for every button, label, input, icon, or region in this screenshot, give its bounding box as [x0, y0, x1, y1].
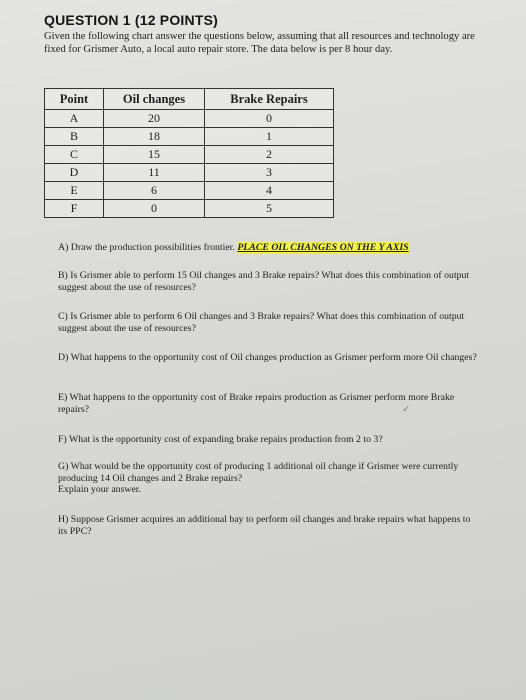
intro-text: Given the following chart answer the questions below, assuming that all resources and technology are fixed for Grismer Auto, a local auto repair store. The data below is per 8 hour day.: [44, 31, 475, 55]
table-cell-oil-changes: 11: [104, 164, 205, 182]
table-row: [45, 182, 334, 200]
table-header-row: [45, 89, 334, 110]
table-cell-oil-changes: 18: [104, 128, 205, 146]
question-a: [58, 242, 478, 254]
table-cell-point: C: [45, 146, 104, 164]
table-cell-brake-repairs: 3: [205, 164, 334, 182]
question-f: F) What is the opportunity cost of expanding brake repairs production from 2 to 3?: [58, 434, 383, 445]
table-cell-point: D: [45, 164, 104, 182]
table-cell-oil-changes: 0: [104, 200, 205, 218]
column-header-point: Point: [45, 89, 104, 110]
table-cell-brake-repairs: 1: [205, 128, 334, 146]
column-header-brake-repairs: Brake Repairs: [205, 89, 334, 110]
question-g-text: G) What would be the opportunity cost of producing 1 additional oil change if Grismer were currently producing 14 Oil changes and 2 Brake repairs?: [58, 461, 459, 484]
table-row: [45, 146, 334, 164]
question-e: E) What happens to the opportunity cost of Brake repairs production as Grismer perform more Brake repairs?: [58, 392, 455, 415]
table-cell-point: A: [45, 110, 104, 128]
table-cell-oil-changes: 20: [104, 110, 205, 128]
stray-pen-mark: ✓: [402, 404, 411, 415]
table-cell-brake-repairs: 5: [205, 200, 334, 218]
table-cell-point: B: [45, 128, 104, 146]
question-c: C) Is Grismer able to perform 6 Oil changes and 3 Brake repairs? What does this combination of output suggest about the use of resources?: [58, 311, 465, 334]
table-cell-brake-repairs: 2: [205, 146, 334, 164]
table-row: [45, 164, 334, 182]
table-cell-point: F: [45, 200, 104, 218]
question-a-highlight: PLACE OIL CHANGES ON THE Y AXIS: [237, 242, 409, 253]
question-d: D) What happens to the opportunity cost of Oil changes production as Grismer perform more Oil changes?: [58, 352, 477, 363]
question-h: H) Suppose Grismer acquires an additional bay to perform oil changes and brake repairs what happens to its PPC?: [58, 514, 471, 537]
table-row: [45, 128, 334, 146]
table-cell-brake-repairs: 4: [205, 182, 334, 200]
question-b: B) Is Grismer able to perform 15 Oil changes and 3 Brake repairs? What does this combination of output suggest about the use of resources?: [58, 270, 470, 293]
question-a-text: A) Draw the production possibilities frontier.: [58, 242, 238, 253]
table-cell-point: E: [45, 182, 104, 200]
table-row: [45, 200, 334, 218]
table-cell-oil-changes: 6: [104, 182, 205, 200]
table-cell-oil-changes: 15: [104, 146, 205, 164]
table-cell-brake-repairs: 0: [205, 110, 334, 128]
table-row: [45, 110, 334, 128]
question-g: [58, 461, 478, 496]
question-title: QUESTION 1 (12 POINTS): [44, 12, 218, 28]
question-g-explain: Explain your answer.: [58, 484, 141, 495]
column-header-oil-changes: Oil changes: [104, 89, 205, 110]
ppf-data-table: [44, 88, 334, 218]
